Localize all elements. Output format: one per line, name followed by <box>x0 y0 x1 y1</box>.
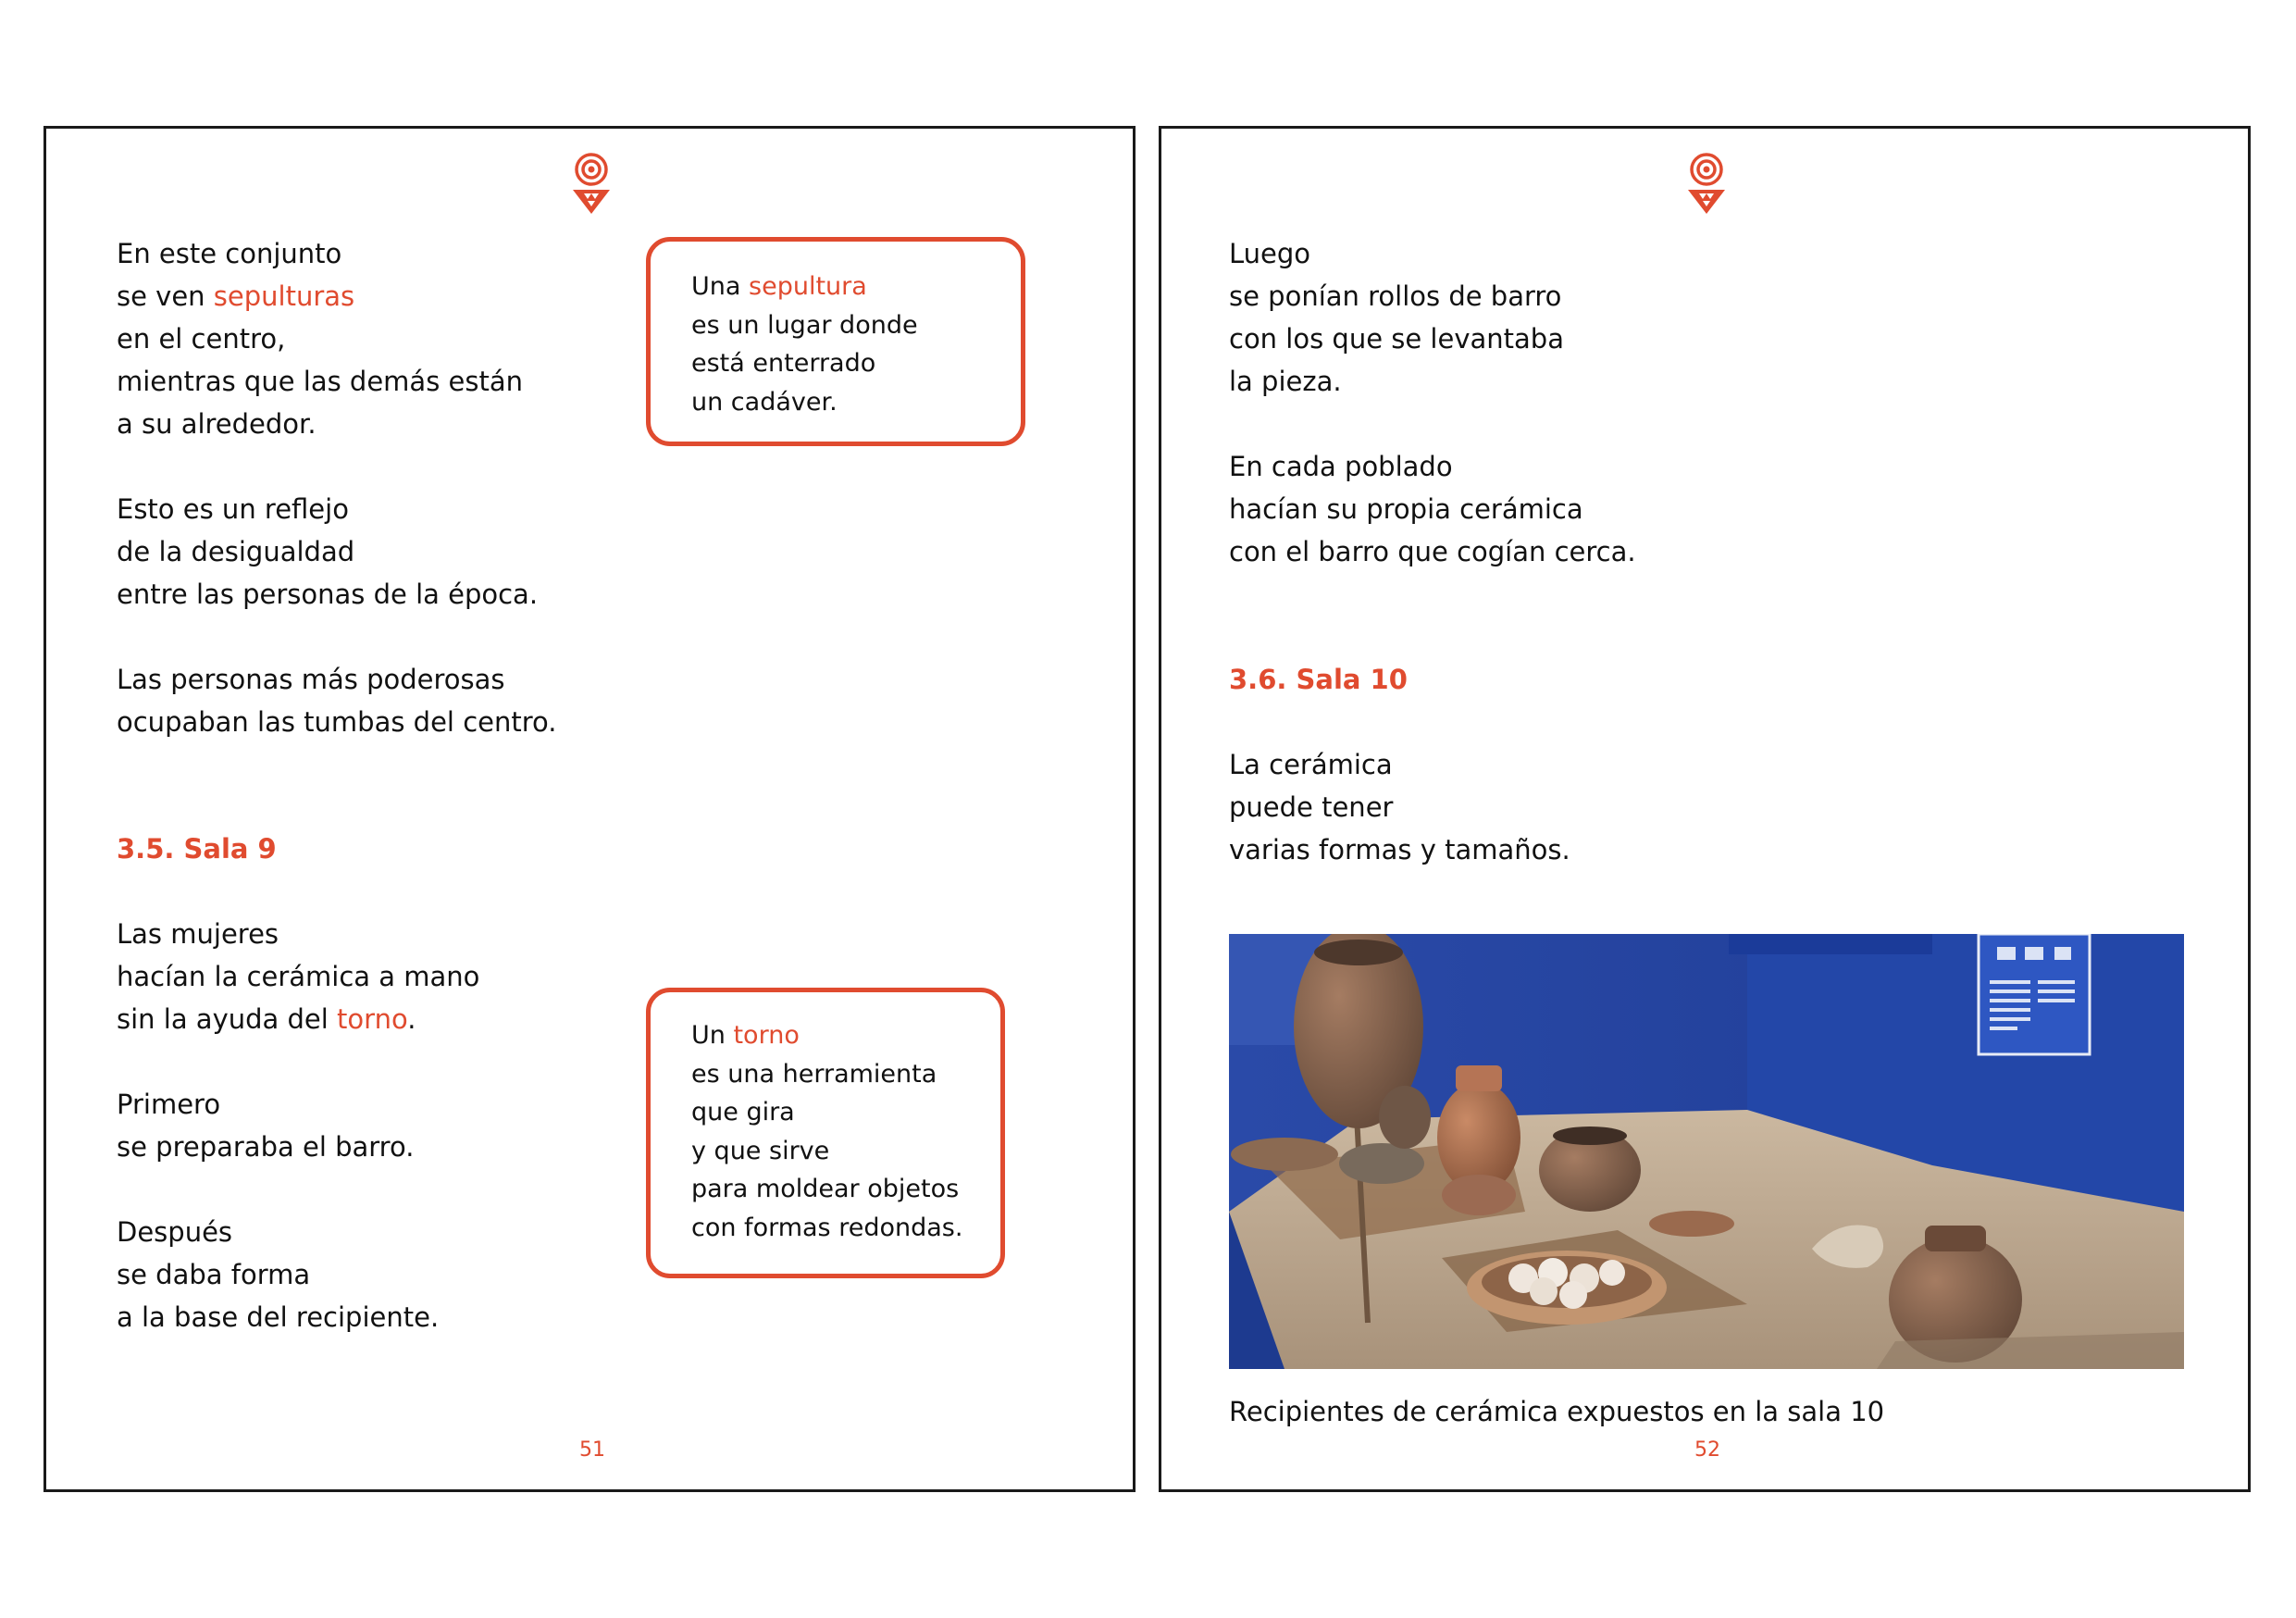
text-line: varias formas y tamaños. <box>1229 834 1570 865</box>
photo-caption: Recipientes de cerámica expuestos en la sala 10 <box>1229 1396 1885 1427</box>
concentric-circles-logo-icon <box>1686 153 1727 218</box>
text-line: hacían la cerámica a mano <box>117 961 480 992</box>
paragraph-3 <box>1229 743 1570 871</box>
text-line: y que sirve <box>691 1136 830 1165</box>
text-line: Luego <box>1229 238 1311 269</box>
text-line: mientras que las demás están <box>117 366 523 397</box>
right-page <box>1159 126 2251 1492</box>
text-line: se daba forma <box>117 1259 311 1290</box>
text-line: se ponían rollos de barro <box>1229 280 1562 312</box>
text-segment: sin la ayuda del <box>117 1003 338 1035</box>
text-line: de la desigualdad <box>117 536 355 567</box>
text-line: hacían su propia cerámica <box>1229 493 1583 525</box>
text-line: es un lugar donde <box>691 310 918 340</box>
text-line: en el centro, <box>117 323 286 355</box>
text-line: es una herramienta <box>691 1059 937 1089</box>
text-line: se preparaba el barro. <box>117 1131 415 1163</box>
text-segment: . <box>407 1003 416 1035</box>
term-sepulturas: sepulturas <box>213 280 355 312</box>
section-heading-sala-10: 3.6. Sala 10 <box>1229 664 1408 695</box>
paragraph-2 <box>117 488 538 616</box>
text-line: Las mujeres <box>117 918 279 950</box>
paragraph-6 <box>117 1211 439 1338</box>
paragraph-4 <box>117 913 479 1040</box>
text-line: un cadáver. <box>691 387 838 417</box>
text-segment: Una <box>691 272 750 301</box>
text-line: Las personas más poderosas <box>117 664 505 695</box>
definition-box-sepultura <box>646 237 1025 446</box>
page-number: 51 <box>579 1438 605 1462</box>
text-line: con formas redondas. <box>691 1213 963 1242</box>
text-line: En cada poblado <box>1229 451 1453 482</box>
text-line: con el barro que cogían cerca. <box>1229 536 1636 567</box>
text-line: a su alrededor. <box>117 408 316 440</box>
left-page <box>43 126 1136 1492</box>
text-line: Primero <box>117 1089 221 1120</box>
text-line <box>117 275 523 317</box>
page-number: 52 <box>1694 1438 1720 1462</box>
text-line <box>691 1016 962 1055</box>
text-line: En este conjunto <box>117 238 342 269</box>
term-torno: torno <box>337 1003 408 1035</box>
text-line: entre las personas de la época. <box>117 579 539 610</box>
text-line: puede tener <box>1229 791 1394 823</box>
definition-text <box>691 268 918 421</box>
text-line: Después <box>117 1216 233 1248</box>
text-line: a la base del recipiente. <box>117 1301 440 1333</box>
paragraph-1 <box>1229 232 1564 403</box>
text-segment: se ven <box>117 280 214 312</box>
paragraph-2 <box>1229 445 1636 573</box>
paragraph-1 <box>117 232 523 445</box>
text-line: está enterrado <box>691 349 876 378</box>
term-sepultura: sepultura <box>749 272 867 301</box>
definition-text <box>691 1016 962 1247</box>
text-line: La cerámica <box>1229 749 1393 780</box>
definition-box-torno <box>646 988 1005 1278</box>
text-line: para moldear objetos <box>691 1175 960 1203</box>
paragraph-5 <box>117 1083 414 1168</box>
text-line: ocupaban las tumbas del centro. <box>117 706 557 738</box>
text-line <box>691 268 918 306</box>
paragraph-3 <box>117 658 556 743</box>
section-heading-sala-9: 3.5. Sala 9 <box>117 833 277 865</box>
text-line: que gira <box>691 1098 795 1126</box>
term-torno: torno <box>733 1021 800 1050</box>
text-line: Esto es un reflejo <box>117 493 349 525</box>
text-line: la pieza. <box>1229 366 1342 397</box>
text-segment: Un <box>691 1021 734 1050</box>
ceramics-display-photo <box>1229 934 2184 1369</box>
text-line <box>117 998 479 1040</box>
concentric-circles-logo-icon <box>571 153 612 218</box>
text-line: con los que se levantaba <box>1229 323 1564 355</box>
